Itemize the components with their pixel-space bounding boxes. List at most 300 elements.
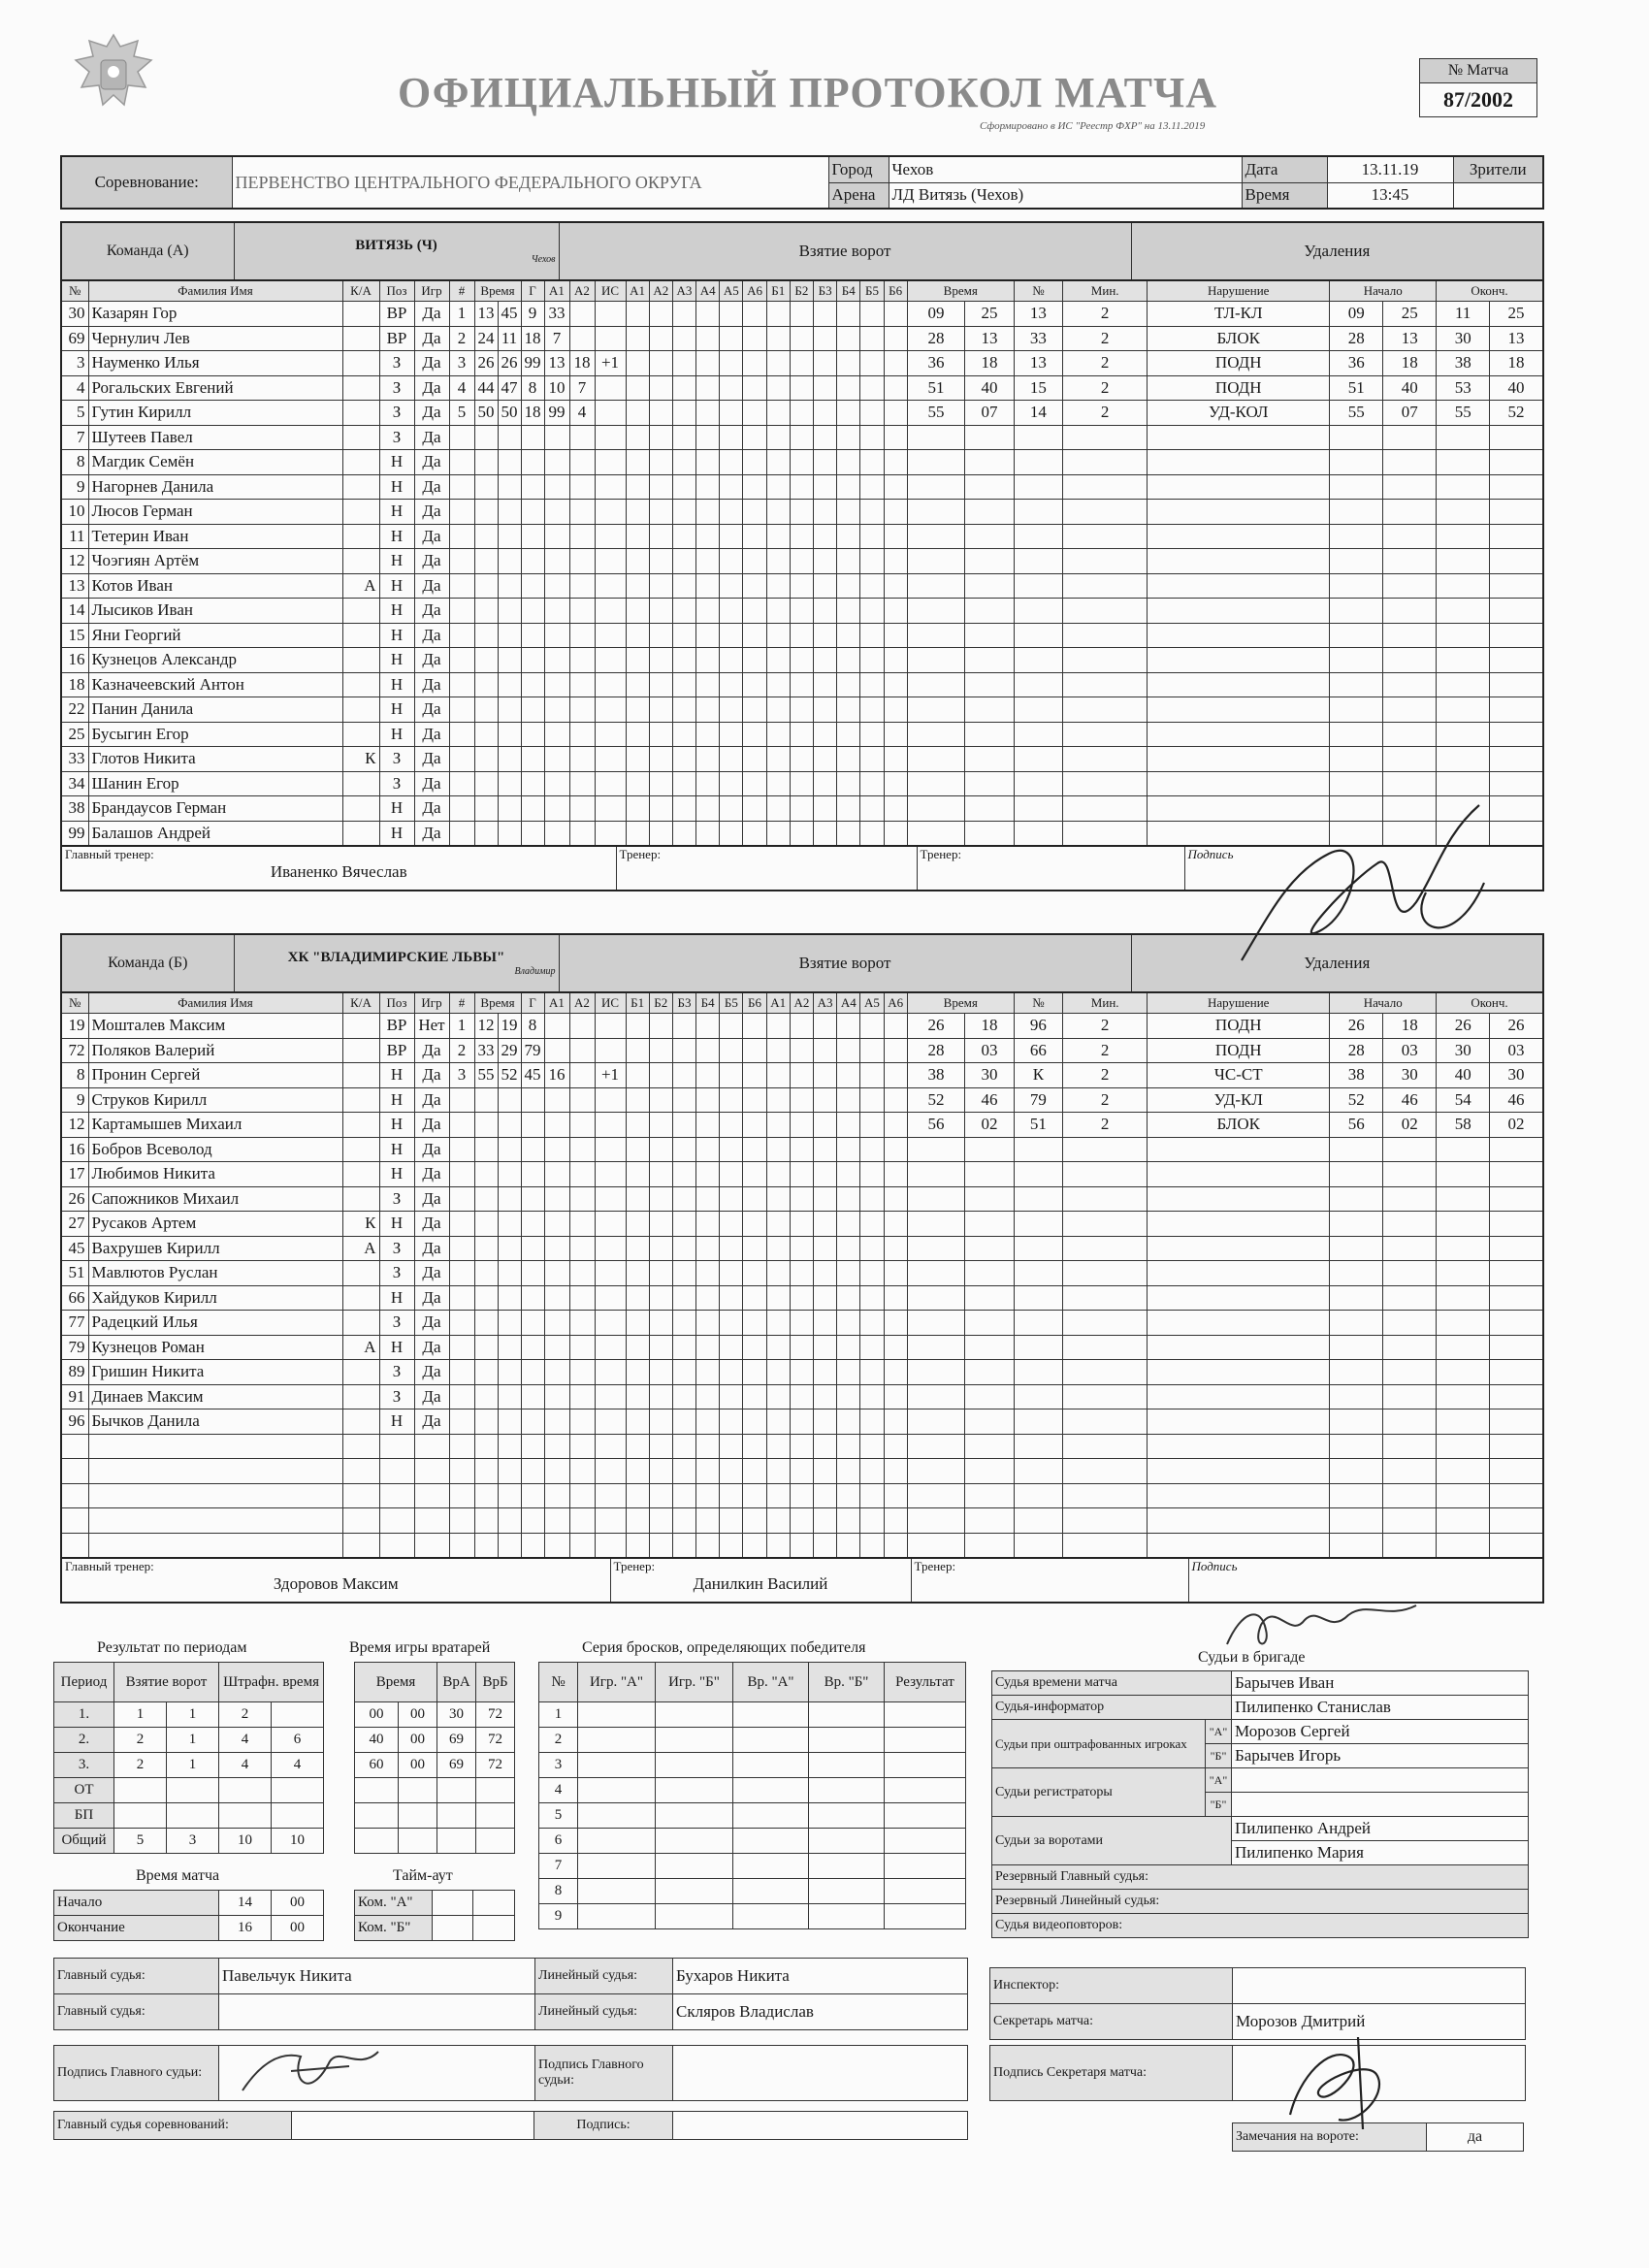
period-pim-a: 4 bbox=[219, 1728, 272, 1753]
goal-number: 4 bbox=[449, 375, 474, 401]
player-position: Н bbox=[379, 549, 414, 574]
competition-label: Соревнование: bbox=[61, 156, 232, 209]
player-name: Русаков Артем bbox=[88, 1212, 342, 1237]
player-position: Н bbox=[379, 1087, 414, 1113]
onice-col: А5 bbox=[720, 280, 743, 302]
goal-scorer: 45 bbox=[521, 1063, 544, 1088]
player-role bbox=[342, 1409, 379, 1435]
pen-player: 15 bbox=[1014, 375, 1062, 401]
player-played: Да bbox=[414, 401, 449, 426]
goal-minute: 26 bbox=[474, 351, 498, 376]
pen-end-mm: 38 bbox=[1437, 351, 1490, 376]
player-role bbox=[342, 351, 379, 376]
player-name: Шанин Егор bbox=[88, 771, 342, 796]
player-role bbox=[342, 599, 379, 624]
player-number: 8 bbox=[61, 1063, 88, 1088]
player-role bbox=[342, 375, 379, 401]
pen-col-start: Начало bbox=[1330, 280, 1437, 302]
player-played: Да bbox=[414, 1137, 449, 1162]
period-goals-b bbox=[167, 1803, 219, 1829]
period-pim-b: 10 bbox=[272, 1829, 324, 1854]
player-played: Да bbox=[414, 1285, 449, 1311]
table-row bbox=[539, 1803, 966, 1829]
player-role bbox=[342, 1285, 379, 1311]
player-played: Да bbox=[414, 599, 449, 624]
player-number: 27 bbox=[61, 1212, 88, 1237]
table-row bbox=[539, 1879, 966, 1904]
pen-end-mm: 11 bbox=[1437, 302, 1490, 327]
coach-2-cell bbox=[917, 846, 1184, 891]
federation-emblem bbox=[70, 27, 157, 124]
onice-col: А6 bbox=[743, 280, 766, 302]
table-row bbox=[61, 401, 1543, 426]
pen-minute: 26 bbox=[907, 1014, 965, 1039]
goal-assist-2 bbox=[569, 302, 595, 327]
pen-end-ss: 40 bbox=[1490, 375, 1543, 401]
col-ka: К/А bbox=[342, 992, 379, 1014]
goal-number: 1 bbox=[449, 1014, 474, 1039]
player-played: Да bbox=[414, 450, 449, 475]
player-role bbox=[342, 401, 379, 426]
player-position: Н bbox=[379, 722, 414, 747]
player-name: Лысиков Иван bbox=[88, 599, 342, 624]
player-name: Бусыгин Егор bbox=[88, 722, 342, 747]
table-row bbox=[61, 1459, 1543, 1484]
period-pim-a: 4 bbox=[219, 1753, 272, 1778]
timeout-table bbox=[354, 1890, 515, 1941]
periods-table bbox=[53, 1662, 324, 1854]
pen-player: 14 bbox=[1014, 401, 1062, 426]
pen-col-time: Время bbox=[907, 280, 1014, 302]
line-ref-2-label: Линейный судья: bbox=[535, 1994, 673, 2030]
player-role bbox=[342, 821, 379, 846]
pen-minutes: 2 bbox=[1063, 326, 1148, 351]
period-goals-b bbox=[167, 1778, 219, 1803]
pen-end-ss: 30 bbox=[1490, 1063, 1543, 1088]
table-row bbox=[61, 1434, 1543, 1459]
player-played: Да bbox=[414, 1335, 449, 1360]
player-name: Кузнецов Александр bbox=[88, 648, 342, 673]
pen-col-no: № bbox=[1014, 992, 1062, 1014]
player-position: Н bbox=[379, 1335, 414, 1360]
team_b-goals-header: Взятие ворот bbox=[559, 934, 1131, 992]
table-row bbox=[539, 1778, 966, 1803]
inspector-label: Инспектор: bbox=[990, 1968, 1233, 2004]
table-row bbox=[54, 1829, 324, 1854]
period-label: ОТ bbox=[54, 1778, 114, 1803]
player-number: 91 bbox=[61, 1384, 88, 1409]
table-row bbox=[61, 1508, 1543, 1534]
goal-minute: 12 bbox=[474, 1014, 498, 1039]
player-role bbox=[342, 1384, 379, 1409]
player-played: Да bbox=[414, 425, 449, 450]
onice-col: А3 bbox=[814, 992, 837, 1014]
player-role bbox=[342, 549, 379, 574]
inspector-table bbox=[989, 1967, 1526, 2040]
onice-col: А1 bbox=[626, 280, 649, 302]
period-label: БП bbox=[54, 1803, 114, 1829]
goal-col-a2: А2 bbox=[569, 280, 595, 302]
pen-start-ss: 03 bbox=[1383, 1038, 1437, 1063]
generated-note: Сформировано в ИС "Реестр ФХР" на 13.11.2019 bbox=[980, 120, 1206, 132]
comp-ref-table bbox=[53, 2111, 968, 2140]
player-role bbox=[342, 474, 379, 500]
col-pos: Поз bbox=[379, 992, 414, 1014]
pen-violation: ЧС-СТ bbox=[1148, 1063, 1330, 1088]
shootout-row-number: 6 bbox=[539, 1829, 578, 1854]
player-role bbox=[342, 1137, 379, 1162]
player-name: Чернулич Лев bbox=[88, 326, 342, 351]
onice-col: Б4 bbox=[837, 280, 860, 302]
pen-violation: ПОДН bbox=[1148, 1014, 1330, 1039]
pen-second: 25 bbox=[965, 302, 1014, 327]
player-position: Н bbox=[379, 796, 414, 822]
pen-start-ss: 40 bbox=[1383, 375, 1437, 401]
player-number: 14 bbox=[61, 599, 88, 624]
team_a-name: ВИТЯЗЬ (Ч) bbox=[355, 238, 437, 253]
onice-col: А3 bbox=[672, 280, 695, 302]
goal-col-no: # bbox=[449, 280, 474, 302]
goal-scorer: 8 bbox=[521, 375, 544, 401]
player-played: Да bbox=[414, 771, 449, 796]
player-role bbox=[342, 771, 379, 796]
table-row bbox=[61, 1483, 1543, 1508]
pen-violation: ПОДН bbox=[1148, 1038, 1330, 1063]
page-title: ОФИЦИАЛЬНЫЙ ПРОТОКОЛ МАТЧА bbox=[398, 69, 1218, 116]
goal-minute: 55 bbox=[474, 1063, 498, 1088]
timekeeper-label: Судья времени матча bbox=[992, 1671, 1232, 1696]
pen-end-mm: 53 bbox=[1437, 375, 1490, 401]
pen-end-ss: 52 bbox=[1490, 401, 1543, 426]
player-played: Да bbox=[414, 722, 449, 747]
table-row bbox=[61, 326, 1543, 351]
period-goals-b: 1 bbox=[167, 1702, 219, 1728]
time-value: 13:45 bbox=[1327, 182, 1453, 209]
goal-judges-label: Судьи за воротами bbox=[992, 1817, 1232, 1865]
goal-col-g: Г bbox=[521, 280, 544, 302]
player-name: Панин Данила bbox=[88, 697, 342, 723]
player-number: 79 bbox=[61, 1335, 88, 1360]
main-ref-1: Павельчук Никита bbox=[219, 1959, 535, 1994]
team_a-penalties-header: Удаления bbox=[1131, 222, 1543, 280]
table-row bbox=[355, 1829, 515, 1854]
team_b-grid bbox=[60, 991, 1544, 1559]
goal-assist-1: 33 bbox=[544, 302, 569, 327]
pen-minute: 56 bbox=[907, 1113, 965, 1138]
player-played: Да bbox=[414, 1113, 449, 1138]
player-role bbox=[342, 1038, 379, 1063]
table-row bbox=[61, 474, 1543, 500]
player-played: Да bbox=[414, 573, 449, 599]
table-row bbox=[61, 524, 1543, 549]
time-label: Время bbox=[1242, 182, 1327, 209]
player-number: 15 bbox=[61, 623, 88, 648]
player-name: Мавлютов Руслан bbox=[88, 1261, 342, 1286]
player-position: Н bbox=[379, 573, 414, 599]
team_a-city: Чехов bbox=[531, 254, 556, 265]
player-name: Поляков Валерий bbox=[88, 1038, 342, 1063]
signatures-table bbox=[53, 2045, 968, 2101]
period-label: Общий bbox=[54, 1829, 114, 1854]
table-row bbox=[61, 1186, 1543, 1212]
player-name: Яни Георгий bbox=[88, 623, 342, 648]
pen-start-mm: 28 bbox=[1330, 1038, 1383, 1063]
pen-start-mm: 28 bbox=[1330, 326, 1383, 351]
arena-value: ЛД Витязь (Чехов) bbox=[889, 182, 1242, 209]
player-role bbox=[342, 1014, 379, 1039]
table-row bbox=[61, 747, 1543, 772]
col-name: Фамилия Имя bbox=[88, 280, 342, 302]
player-played: Да bbox=[414, 326, 449, 351]
goal-scorer: 18 bbox=[521, 401, 544, 426]
player-position: З bbox=[379, 1311, 414, 1336]
goal-col-is: ИС bbox=[595, 992, 626, 1014]
period-goals-a: 2 bbox=[114, 1753, 167, 1778]
pen-player: 51 bbox=[1014, 1113, 1062, 1138]
goal-col-time: Время bbox=[474, 280, 521, 302]
shootout-table bbox=[538, 1662, 966, 1929]
player-position: Н bbox=[379, 450, 414, 475]
player-position: Н bbox=[379, 821, 414, 846]
goal-col-time: Время bbox=[474, 992, 521, 1014]
player-number: 12 bbox=[61, 549, 88, 574]
pen-end-ss: 18 bbox=[1490, 351, 1543, 376]
line-ref-1: Бухаров Никита bbox=[673, 1959, 968, 1994]
pen-end-ss: 25 bbox=[1490, 302, 1543, 327]
goal-col-no: # bbox=[449, 992, 474, 1014]
goal-second: 29 bbox=[498, 1038, 521, 1063]
goal-notes-value: да bbox=[1427, 2123, 1524, 2152]
table-row bbox=[54, 1753, 324, 1778]
spectators-label: Зрители bbox=[1453, 156, 1543, 182]
table-row bbox=[355, 1803, 515, 1829]
goal-minute: 24 bbox=[474, 326, 498, 351]
shootout-col: Игр. "Б" bbox=[656, 1663, 733, 1702]
player-position: Н bbox=[379, 599, 414, 624]
penalty-box-label: Судьи при оштрафованных игроках bbox=[992, 1720, 1206, 1768]
table-row bbox=[61, 1384, 1543, 1409]
team_a-label: Команда (А) bbox=[61, 222, 234, 280]
coach-2-label: Тренер: bbox=[914, 1559, 956, 1573]
period-pim-a bbox=[219, 1778, 272, 1803]
player-role bbox=[342, 1063, 379, 1088]
player-name: Магдик Семён bbox=[88, 450, 342, 475]
pen-col-violation: Нарушение bbox=[1148, 280, 1330, 302]
shootout-row-number: 2 bbox=[539, 1728, 578, 1753]
player-role bbox=[342, 500, 379, 525]
pen-violation: УД-КЛ bbox=[1148, 1087, 1330, 1113]
goalie-time-title: Время игры вратарей bbox=[349, 1639, 491, 1656]
match-start-mm: 14 bbox=[219, 1891, 272, 1916]
shootout-row-number: 8 bbox=[539, 1879, 578, 1904]
player-played: Да bbox=[414, 672, 449, 697]
pen-end-mm: 26 bbox=[1437, 1014, 1490, 1039]
pen-minute: 09 bbox=[907, 302, 965, 327]
pen-minute: 52 bbox=[907, 1087, 965, 1113]
player-number: 17 bbox=[61, 1162, 88, 1187]
pen-violation: УД-КОЛ bbox=[1148, 401, 1330, 426]
pen-second: 30 bbox=[965, 1063, 1014, 1088]
pen-start-mm: 38 bbox=[1330, 1063, 1383, 1088]
comp-ref-label: Главный судья соревнований: bbox=[54, 2112, 292, 2140]
table-row bbox=[54, 1728, 324, 1753]
goal-minute: 33 bbox=[474, 1038, 498, 1063]
player-number: 22 bbox=[61, 697, 88, 723]
onice-col: А5 bbox=[860, 992, 884, 1014]
periods-title: Результат по периодам bbox=[97, 1639, 247, 1656]
player-role: К bbox=[342, 1212, 379, 1237]
goal-assist-2 bbox=[569, 1014, 595, 1039]
player-name: Казначеевский Антон bbox=[88, 672, 342, 697]
informer-label: Судья-информатор bbox=[992, 1696, 1232, 1720]
table-row bbox=[61, 1087, 1543, 1113]
pen-minute: 38 bbox=[907, 1063, 965, 1088]
player-played: Да bbox=[414, 1261, 449, 1286]
player-name: Вахрушев Кирилл bbox=[88, 1236, 342, 1261]
goalie-col-time: Время bbox=[355, 1663, 437, 1702]
player-role bbox=[342, 722, 379, 747]
onice-col: Б3 bbox=[814, 280, 837, 302]
player-number: 26 bbox=[61, 1186, 88, 1212]
goal-assist-1: 7 bbox=[544, 326, 569, 351]
player-number: 69 bbox=[61, 326, 88, 351]
spectators-value bbox=[1453, 182, 1543, 209]
player-name: Пронин Сергей bbox=[88, 1063, 342, 1088]
pen-end-ss: 13 bbox=[1490, 326, 1543, 351]
player-role: А bbox=[342, 573, 379, 599]
goal-col-g: Г bbox=[521, 992, 544, 1014]
pen-start-mm: 26 bbox=[1330, 1014, 1383, 1039]
onice-col: Б4 bbox=[696, 992, 720, 1014]
player-played: Да bbox=[414, 623, 449, 648]
onice-col: А1 bbox=[766, 992, 790, 1014]
goalie-time-table bbox=[354, 1662, 515, 1854]
period-pim-a: 10 bbox=[219, 1829, 272, 1854]
registrar-b-tag: "Б" bbox=[1206, 1793, 1232, 1817]
signature-team-a bbox=[1232, 795, 1504, 980]
pen-player: К bbox=[1014, 1063, 1062, 1088]
player-number: 77 bbox=[61, 1311, 88, 1336]
table-row bbox=[61, 1533, 1543, 1558]
player-name: Котов Иван bbox=[88, 573, 342, 599]
col-no: № bbox=[61, 280, 88, 302]
player-played: Да bbox=[414, 1384, 449, 1409]
player-role bbox=[342, 302, 379, 327]
period-label: 3. bbox=[54, 1753, 114, 1778]
player-role bbox=[342, 648, 379, 673]
player-name: Динаев Максим bbox=[88, 1384, 342, 1409]
head-coach-name: Здоровов Максим bbox=[273, 1574, 399, 1593]
player-number: 16 bbox=[61, 1137, 88, 1162]
goal-scorer: 18 bbox=[521, 326, 544, 351]
table-row bbox=[54, 1803, 324, 1829]
player-number: 38 bbox=[61, 796, 88, 822]
table-row bbox=[61, 1137, 1543, 1162]
match-number-box bbox=[1419, 58, 1537, 117]
goal-judge-2: Пилипенко Мария bbox=[1232, 1841, 1529, 1865]
shootout-row-number: 3 bbox=[539, 1753, 578, 1778]
player-played: Да bbox=[414, 821, 449, 846]
onice-col: А2 bbox=[790, 992, 813, 1014]
player-position: Н bbox=[379, 672, 414, 697]
pen-player: 13 bbox=[1014, 351, 1062, 376]
onice-col: Б3 bbox=[672, 992, 695, 1014]
player-role bbox=[342, 1162, 379, 1187]
shootout-col: № bbox=[539, 1663, 578, 1702]
player-number: 72 bbox=[61, 1038, 88, 1063]
pen-end-ss: 46 bbox=[1490, 1087, 1543, 1113]
player-number: 7 bbox=[61, 425, 88, 450]
col-name: Фамилия Имя bbox=[88, 992, 342, 1014]
player-played: Да bbox=[414, 474, 449, 500]
pen-player: 33 bbox=[1014, 326, 1062, 351]
goal-minute: 50 bbox=[474, 401, 498, 426]
pen-col-violation: Нарушение bbox=[1148, 992, 1330, 1014]
table-row bbox=[61, 1285, 1543, 1311]
pen-violation: БЛОК bbox=[1148, 1113, 1330, 1138]
player-name: Мошталев Максим bbox=[88, 1014, 342, 1039]
col-ka: К/А bbox=[342, 280, 379, 302]
goal-minute: 13 bbox=[474, 302, 498, 327]
head-coach-label: Главный тренер: bbox=[65, 1559, 154, 1573]
player-played: Да bbox=[414, 697, 449, 723]
player-number: 25 bbox=[61, 722, 88, 747]
goal-strength bbox=[595, 326, 626, 351]
pen-minute: 28 bbox=[907, 1038, 965, 1063]
player-role bbox=[342, 1186, 379, 1212]
player-position: З bbox=[379, 351, 414, 376]
period-goals-a bbox=[114, 1778, 167, 1803]
table-row bbox=[61, 599, 1543, 624]
coach-2-cell bbox=[911, 1558, 1188, 1603]
player-position: ВР bbox=[379, 302, 414, 327]
player-position: З bbox=[379, 747, 414, 772]
player-position: Н bbox=[379, 1212, 414, 1237]
goal-number: 3 bbox=[449, 1063, 474, 1088]
head-coach-cell bbox=[61, 1558, 610, 1603]
player-number: 19 bbox=[61, 1014, 88, 1039]
table-row bbox=[61, 1113, 1543, 1138]
table-row bbox=[61, 623, 1543, 648]
head-coach-cell bbox=[61, 846, 616, 891]
registrars-label: Судьи регистраторы bbox=[992, 1768, 1206, 1817]
signature-label: Подпись bbox=[1191, 1559, 1238, 1573]
player-played: Да bbox=[414, 1311, 449, 1336]
pen-col-start: Начало bbox=[1330, 992, 1437, 1014]
referees-title: Судьи в бригаде bbox=[1198, 1649, 1306, 1666]
table-row bbox=[61, 375, 1543, 401]
shootout-col: Вр. "Б" bbox=[809, 1663, 885, 1702]
pen-minutes: 2 bbox=[1063, 1038, 1148, 1063]
pen-end-mm: 30 bbox=[1437, 1038, 1490, 1063]
period-pim-b: 4 bbox=[272, 1753, 324, 1778]
head-coach-name: Иваненко Вячеслав bbox=[270, 862, 407, 881]
coach-label: Тренер: bbox=[613, 1559, 656, 1573]
goalie-minute: 40 bbox=[355, 1728, 399, 1753]
table-row bbox=[61, 1162, 1543, 1187]
table-row bbox=[61, 1311, 1543, 1336]
shootout-row-number: 1 bbox=[539, 1702, 578, 1728]
goal-strength bbox=[595, 401, 626, 426]
player-played: Да bbox=[414, 1409, 449, 1435]
period-pim-b bbox=[272, 1803, 324, 1829]
pen-start-ss: 30 bbox=[1383, 1063, 1437, 1088]
onice-col: А2 bbox=[649, 280, 672, 302]
table-row bbox=[539, 1728, 966, 1753]
table-row bbox=[61, 351, 1543, 376]
sig-main2-label: Подпись Главного судьи: bbox=[535, 2046, 673, 2101]
player-number: 99 bbox=[61, 821, 88, 846]
